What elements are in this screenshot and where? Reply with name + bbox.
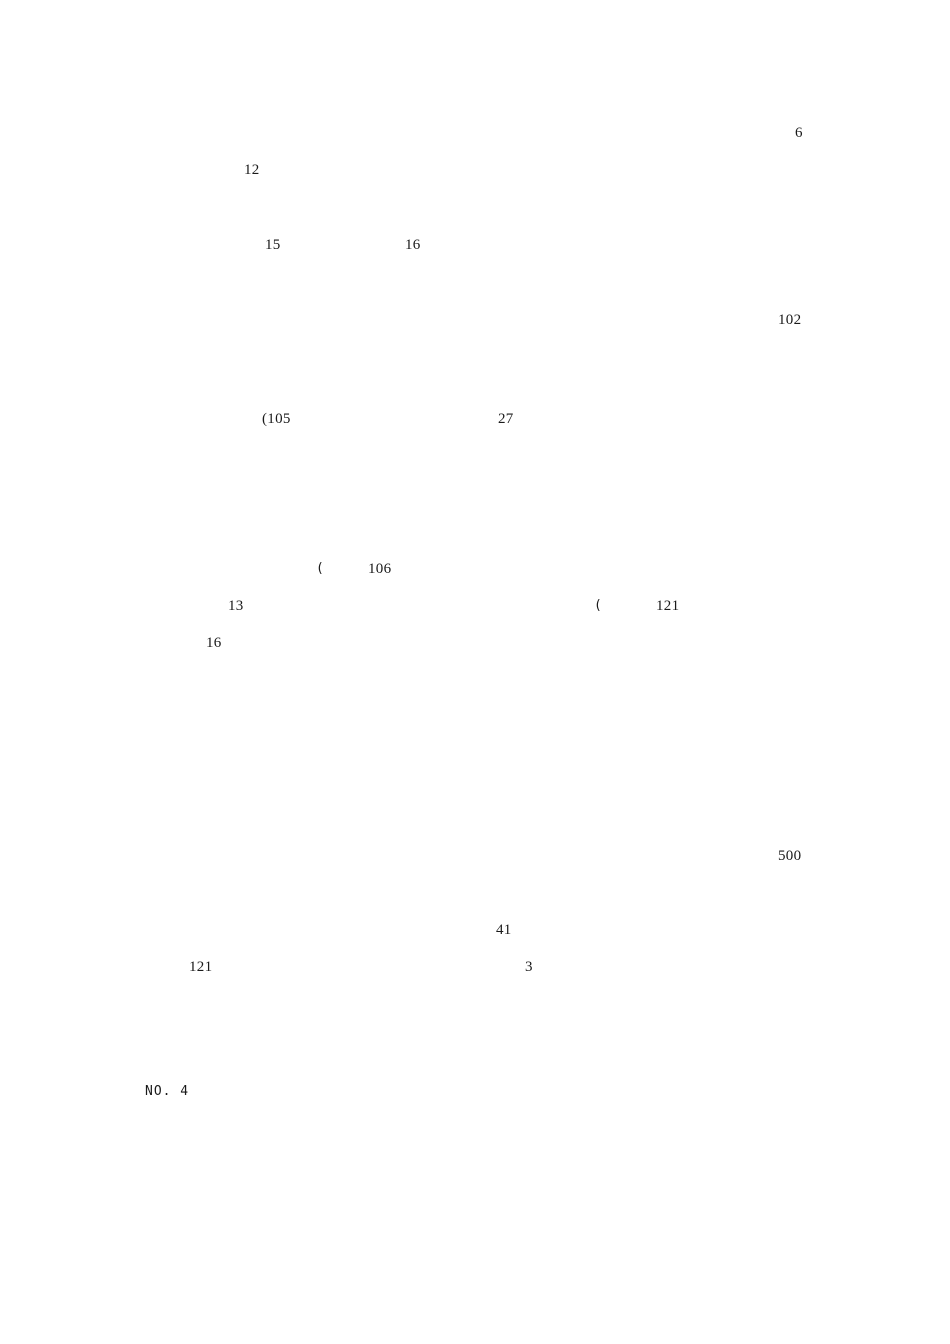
text-segment	[274, 695, 474, 719]
text-line	[0, 631, 950, 655]
text-segment: (105	[262, 411, 291, 427]
text-segment	[578, 844, 732, 868]
text-line	[0, 1080, 950, 1104]
text-segment	[181, 1080, 227, 1104]
text-segment	[539, 955, 755, 979]
text-segment: 500	[778, 848, 802, 864]
text-line	[0, 1143, 950, 1167]
text-segment	[522, 1143, 661, 1167]
text-segment: 15	[265, 237, 281, 253]
text-segment	[522, 407, 768, 431]
text-segment	[145, 770, 314, 794]
text-segment	[145, 520, 253, 544]
text-segment	[235, 557, 297, 581]
text-segment: 27	[498, 411, 514, 427]
text-segment	[181, 121, 735, 145]
text-segment	[289, 233, 381, 257]
text-segment	[145, 483, 746, 507]
text-segment	[145, 557, 222, 581]
text-line	[0, 233, 950, 257]
text-segment	[430, 233, 769, 257]
text-line	[0, 520, 950, 544]
text-segment	[298, 407, 452, 431]
text-line	[0, 844, 950, 868]
text-line	[0, 1181, 950, 1205]
text-line	[0, 158, 950, 182]
text-segment	[270, 158, 670, 182]
text-segment	[178, 844, 394, 868]
text-segment	[145, 881, 191, 905]
text-line	[0, 271, 950, 295]
text-segment: 13	[228, 598, 244, 614]
text-segment	[596, 733, 704, 757]
text-segment	[145, 733, 330, 757]
text-segment: 121	[656, 598, 680, 614]
text-segment	[145, 158, 222, 182]
text-segment	[733, 770, 764, 794]
text-segment	[465, 881, 573, 905]
text-segment	[692, 695, 784, 719]
text-segment: 41	[496, 922, 512, 938]
text-segment	[425, 520, 502, 544]
text-segment	[437, 594, 560, 618]
text-segment	[181, 407, 243, 431]
text-segment	[514, 918, 776, 942]
text-segment	[284, 594, 407, 618]
text-segment	[145, 271, 746, 295]
text-segment	[181, 695, 258, 719]
text-line	[0, 557, 950, 581]
text-line	[0, 695, 950, 719]
text-segment: 16	[206, 635, 222, 651]
text-segment	[697, 594, 743, 618]
text-segment	[145, 233, 237, 257]
text-line	[0, 594, 950, 618]
text-segment	[199, 881, 430, 905]
text-segment	[693, 1143, 785, 1167]
text-line	[0, 955, 950, 979]
text-segment	[332, 770, 532, 794]
text-segment: 102	[778, 312, 802, 328]
text-segment	[145, 806, 746, 830]
text-line	[0, 770, 950, 794]
text-line	[0, 445, 950, 469]
text-line	[0, 918, 950, 942]
text-segment	[145, 1181, 730, 1205]
text-segment	[145, 955, 176, 979]
text-line	[0, 308, 950, 332]
text-segment	[450, 557, 512, 581]
text-segment	[145, 344, 530, 368]
text-line	[0, 733, 950, 757]
text-segment	[596, 695, 673, 719]
text-segment	[145, 445, 391, 469]
text-segment	[520, 520, 720, 544]
text-segment: 6	[795, 125, 803, 141]
text-segment	[502, 733, 579, 757]
text-segment	[181, 1143, 304, 1167]
text-segment	[145, 308, 730, 332]
text-segment: 106	[368, 561, 392, 577]
text-segment	[426, 844, 549, 868]
text-segment	[428, 445, 536, 469]
text-segment	[729, 881, 791, 905]
text-segment	[767, 594, 798, 618]
text-segment	[270, 955, 486, 979]
text-segment	[767, 770, 798, 794]
text-segment	[729, 733, 791, 757]
text-segment	[560, 445, 652, 469]
text-segment	[352, 733, 475, 757]
text-segment: (	[594, 598, 636, 613]
text-segment	[145, 196, 746, 220]
text-segment	[145, 631, 191, 655]
text-line	[0, 407, 950, 431]
text-segment	[145, 594, 207, 618]
text-segment: NO. 4	[145, 1084, 190, 1099]
text-segment	[733, 158, 795, 182]
text-segment	[145, 844, 176, 868]
text-line	[0, 483, 950, 507]
text-segment: 12	[244, 162, 260, 178]
text-segment: (	[316, 561, 358, 576]
text-segment	[560, 770, 699, 794]
text-segment	[767, 445, 798, 469]
text-segment	[222, 955, 253, 979]
text-segment	[145, 918, 453, 942]
text-line	[0, 881, 950, 905]
text-segment	[433, 557, 448, 581]
text-segment: 121	[189, 959, 213, 975]
text-segment	[502, 695, 579, 719]
text-line	[0, 344, 950, 368]
text-segment	[229, 631, 291, 655]
text-segment	[748, 520, 794, 544]
text-segment	[548, 557, 794, 581]
text-line	[0, 806, 950, 830]
text-segment: 3	[525, 959, 533, 975]
text-segment	[596, 881, 704, 905]
text-segment	[275, 520, 398, 544]
text-segment	[676, 445, 753, 469]
text-line	[0, 121, 950, 145]
text-line	[0, 196, 950, 220]
text-segment: 16	[405, 237, 421, 253]
text-segment	[332, 1143, 486, 1167]
